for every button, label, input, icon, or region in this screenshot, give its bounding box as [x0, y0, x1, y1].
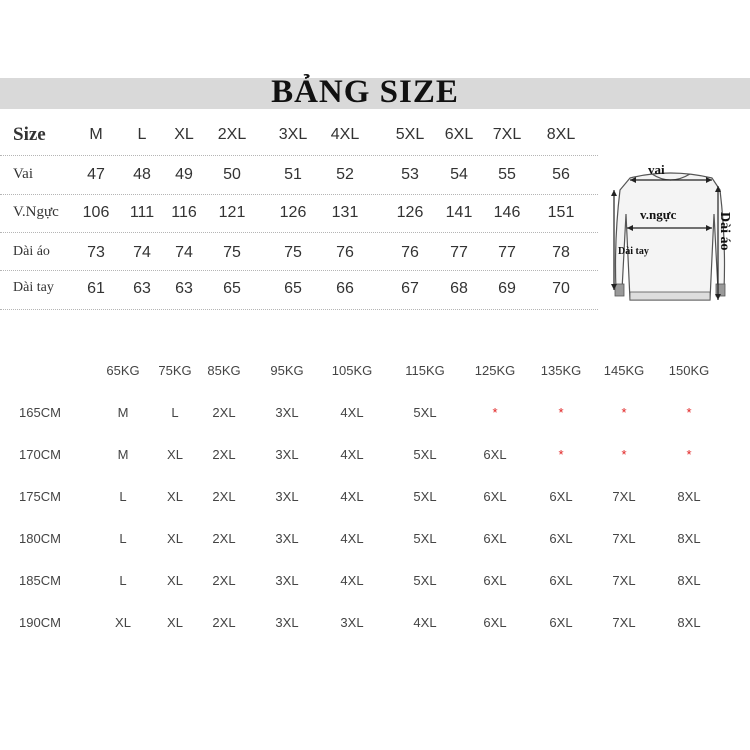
height-row-label: 165CM: [19, 405, 61, 420]
size-header-label: Size: [13, 124, 46, 145]
recommended-size: 4XL: [413, 615, 437, 630]
row-divider: [0, 270, 598, 271]
recommended-size: XL: [167, 489, 183, 504]
recommended-size: 7XL: [612, 531, 636, 546]
height-row-label: 185CM: [19, 573, 61, 588]
height-row-label: 190CM: [19, 615, 61, 630]
chest-label: v.ngực: [640, 207, 677, 222]
weight-column-header: 65KG: [106, 363, 140, 378]
recommended-size: 6XL: [483, 615, 507, 630]
measurement-value: 126: [279, 204, 307, 221]
recommended-size: L: [119, 573, 127, 588]
recommended-size: XL: [167, 447, 183, 462]
measurement-value: 50: [223, 166, 241, 183]
size-column-header: XL: [174, 126, 194, 143]
height-row-label: 180CM: [19, 531, 61, 546]
recommended-size: 8XL: [677, 573, 701, 588]
recommended-size: 3XL: [275, 489, 299, 504]
recommended-size: 6XL: [483, 489, 507, 504]
recommended-size: 5XL: [413, 405, 437, 420]
measurement-value: 75: [284, 244, 302, 261]
recommended-size: 7XL: [612, 573, 636, 588]
measurement-value: 121: [218, 204, 246, 221]
recommended-size: 4XL: [340, 489, 364, 504]
measurement-value: 51: [284, 166, 302, 183]
weight-column-header: 115KG: [405, 363, 445, 378]
recommended-size: 6XL: [549, 489, 573, 504]
shirt-measurement-diagram: [600, 150, 750, 320]
recommended-size: 4XL: [340, 405, 364, 420]
recommended-size: 2XL: [212, 489, 236, 504]
recommended-size: M: [117, 405, 129, 420]
recommended-size: 6XL: [549, 615, 573, 630]
recommended-size: 6XL: [549, 531, 573, 546]
size-column-header: 7XL: [492, 126, 522, 143]
measurement-value: 75: [223, 244, 241, 261]
weight-column-header: 95KG: [270, 363, 304, 378]
recommended-size: 4XL: [340, 447, 364, 462]
measurement-value: 63: [175, 280, 193, 297]
unavailable-marker: *: [686, 447, 692, 462]
page-title: BẢNG SIZE: [271, 74, 459, 110]
measurement-value: 53: [401, 166, 419, 183]
measurement-value: 69: [498, 280, 516, 297]
shoulder-label: vai: [648, 162, 665, 177]
recommended-size: XL: [167, 531, 183, 546]
measurement-value: 63: [133, 280, 151, 297]
recommended-size: XL: [167, 615, 183, 630]
measurement-value: 78: [552, 244, 570, 261]
measurement-value: 141: [445, 204, 473, 221]
measurement-value: 65: [223, 280, 241, 297]
recommended-size: 5XL: [413, 489, 437, 504]
measurement-value: 76: [336, 244, 354, 261]
measurement-value: 65: [284, 280, 302, 297]
recommended-size: 6XL: [483, 447, 507, 462]
recommended-size: 2XL: [212, 531, 236, 546]
measurement-value: 77: [450, 244, 468, 261]
size-column-header: M: [89, 126, 103, 143]
recommended-size: 3XL: [275, 615, 299, 630]
measurement-value: 55: [498, 166, 516, 183]
weight-column-header: 105KG: [331, 363, 373, 378]
recommended-size: M: [117, 447, 129, 462]
measurement-value: 54: [450, 166, 468, 183]
measurement-value: 70: [552, 280, 570, 297]
recommended-size: 3XL: [340, 615, 364, 630]
size-column-header: 5XL: [395, 126, 425, 143]
weight-column-header: 75KG: [158, 363, 192, 378]
row-divider: [0, 194, 598, 195]
measurement-value: 74: [133, 244, 151, 261]
recommended-size: 2XL: [212, 405, 236, 420]
sleeve-label: Dài tay: [618, 246, 649, 257]
recommended-size: 6XL: [483, 573, 507, 588]
row-divider: [0, 309, 598, 310]
unavailable-marker: *: [558, 447, 564, 462]
size-column-header: L: [137, 126, 147, 143]
recommended-size: 2XL: [212, 447, 236, 462]
recommended-size: 7XL: [612, 489, 636, 504]
height-row-label: 175CM: [19, 489, 61, 504]
size-column-header: 8XL: [546, 126, 576, 143]
row-divider: [0, 155, 598, 156]
recommended-size: 5XL: [413, 447, 437, 462]
length-label: Dài áo: [717, 212, 732, 251]
measurement-value: 146: [493, 204, 521, 221]
measurement-value: 61: [87, 280, 105, 297]
recommended-size: 2XL: [212, 615, 236, 630]
recommended-size: 6XL: [549, 573, 573, 588]
height-row-label: 170CM: [19, 447, 61, 462]
recommended-size: 5XL: [413, 573, 437, 588]
measurement-value: 48: [133, 166, 151, 183]
weight-column-header: 150KG: [668, 363, 710, 378]
measurement-value: 116: [171, 204, 197, 221]
measurement-value: 111: [129, 204, 155, 221]
size-column-header: 3XL: [278, 126, 308, 143]
recommended-size: 8XL: [677, 489, 701, 504]
recommended-size: XL: [167, 573, 183, 588]
measurement-value: 106: [82, 204, 110, 221]
unavailable-marker: *: [621, 447, 627, 462]
recommended-size: 3XL: [275, 447, 299, 462]
recommended-size: XL: [115, 615, 131, 630]
weight-column-header: 135KG: [540, 363, 582, 378]
measurement-value: 67: [401, 280, 419, 297]
measurement-value: 151: [547, 204, 575, 221]
measurement-value: 66: [336, 280, 354, 297]
measurement-value: 52: [336, 166, 354, 183]
recommended-size: 2XL: [212, 573, 236, 588]
recommended-size: 6XL: [483, 531, 507, 546]
recommended-size: 7XL: [612, 615, 636, 630]
measurement-row-label: V.Ngực: [13, 204, 59, 220]
size-column-header: 2XL: [217, 126, 247, 143]
recommended-size: 8XL: [677, 531, 701, 546]
unavailable-marker: *: [621, 405, 627, 420]
measurement-row-label: Vai: [13, 166, 33, 182]
recommended-size: 8XL: [677, 615, 701, 630]
recommended-size: 3XL: [275, 531, 299, 546]
measurement-value: 47: [87, 166, 105, 183]
recommended-size: 4XL: [340, 573, 364, 588]
recommended-size: 4XL: [340, 531, 364, 546]
measurement-value: 49: [175, 166, 193, 183]
measurement-value: 126: [396, 204, 424, 221]
measurement-value: 73: [87, 244, 105, 261]
recommended-size: 3XL: [275, 573, 299, 588]
weight-column-header: 125KG: [474, 363, 516, 378]
recommended-size: L: [119, 531, 127, 546]
recommended-size: L: [171, 405, 179, 420]
measurement-value: 74: [175, 244, 193, 261]
measurement-row-label: Dài tay: [13, 280, 54, 295]
size-column-header: 4XL: [330, 126, 360, 143]
recommended-size: L: [119, 489, 127, 504]
measurement-value: 76: [401, 244, 419, 261]
weight-column-header: 145KG: [603, 363, 645, 378]
unavailable-marker: *: [686, 405, 692, 420]
recommended-size: 3XL: [275, 405, 299, 420]
size-column-header: 6XL: [444, 126, 474, 143]
row-divider: [0, 232, 598, 233]
measurement-value: 68: [450, 280, 468, 297]
measurement-row-label: Dài áo: [13, 244, 50, 259]
unavailable-marker: *: [492, 405, 498, 420]
measurement-value: 131: [331, 204, 359, 221]
measurement-value: 56: [552, 166, 570, 183]
unavailable-marker: *: [558, 405, 564, 420]
recommended-size: 5XL: [413, 531, 437, 546]
weight-column-header: 85KG: [207, 363, 241, 378]
measurement-value: 77: [498, 244, 516, 261]
